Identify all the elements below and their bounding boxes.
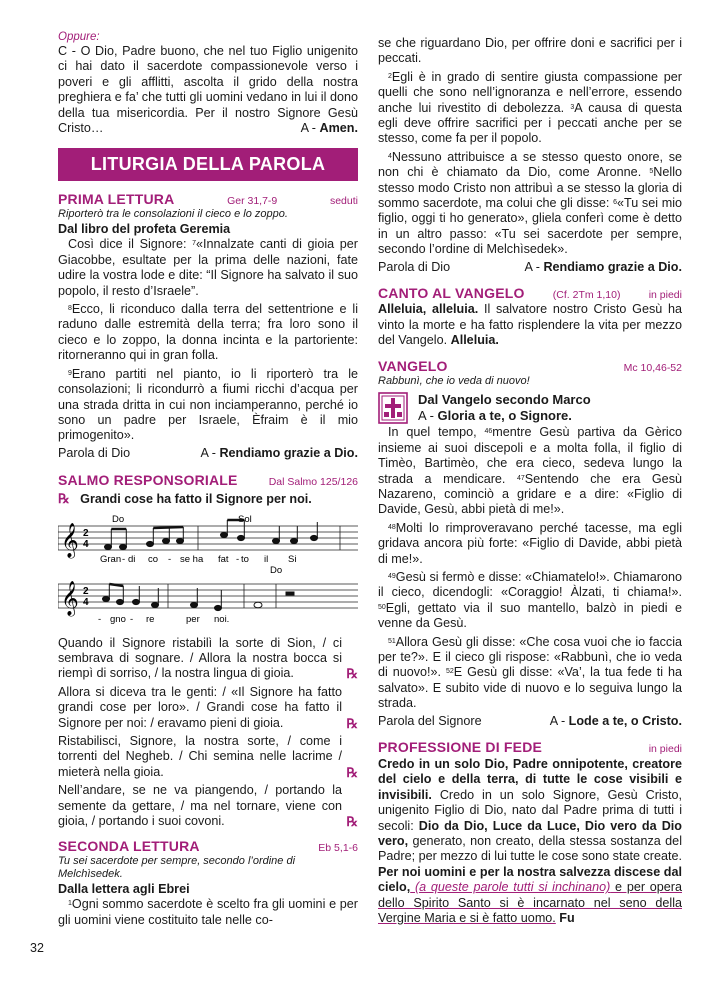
paragraph bbox=[58, 237, 358, 299]
section-title: SALMO RESPONSORIALE bbox=[58, 472, 238, 489]
lyric-syllable: co bbox=[148, 553, 159, 565]
paragraph bbox=[378, 635, 682, 712]
lyric-syllable: - bbox=[122, 553, 126, 565]
lyric-syllable: to bbox=[241, 553, 249, 565]
response-symbol: ℞ bbox=[346, 715, 358, 731]
lyric-syllable: - bbox=[168, 553, 172, 565]
left-column bbox=[58, 31, 358, 928]
close-response: Rendiamo grazie a Dio. bbox=[219, 445, 358, 460]
verse-number: 3 bbox=[570, 103, 575, 111]
lyric-syllable: - bbox=[236, 553, 240, 565]
text: Allora si diceva tra le genti: / «Il Signore ha fatto grandi cose per loro». / Grandi cose ha fatto il Signore per noi: / eravamo pieni di gioia. bbox=[58, 684, 342, 730]
close-a: A - bbox=[549, 713, 569, 728]
verse-number: 4 bbox=[388, 152, 392, 160]
response-symbol: ℞ bbox=[346, 666, 358, 682]
page-number: 32 bbox=[30, 941, 44, 955]
acclamation bbox=[378, 302, 682, 348]
reading-source: Dal libro del profeta Geremia bbox=[58, 222, 231, 237]
section-ref: (Cf. 2Tm 1,10) bbox=[552, 289, 621, 302]
paragraph bbox=[378, 70, 682, 147]
svg-text:2: 2 bbox=[83, 527, 89, 539]
text: A causa di questa egli deve offrire sacrifici per i peccati anche per se stesso, come fa per il popolo. bbox=[378, 100, 683, 146]
paragraph bbox=[378, 425, 682, 517]
close-left: Parola del Signore bbox=[378, 713, 482, 728]
right-column bbox=[378, 36, 682, 927]
section-title: VANGELO bbox=[378, 358, 448, 375]
svg-text:𝄞: 𝄞 bbox=[61, 581, 79, 615]
alleluia: Alleluia, alleluia. bbox=[378, 302, 479, 317]
section-ref: Mc 10,46-52 bbox=[623, 362, 682, 375]
close-response: Rendiamo grazie a Dio. bbox=[543, 259, 682, 274]
resp-a: A - bbox=[418, 408, 438, 424]
creed-bold: Fu bbox=[555, 911, 575, 926]
seconda-lettura-header bbox=[58, 838, 358, 854]
svg-text:2: 2 bbox=[83, 585, 89, 597]
vangelo-header bbox=[378, 358, 682, 374]
creed-text-part: Credo in un solo Signore, Gesù Cristo, unigenito Figlio di Dio, nato dal Padre prima di tutti i secoli: bbox=[378, 787, 682, 833]
refrain bbox=[58, 491, 358, 507]
svg-text:4: 4 bbox=[83, 538, 89, 550]
section-title: CANTO AL VANGELO bbox=[378, 285, 525, 302]
text: Ristabilisci, Signore, la nostra sorte, / come i torrenti del Negheb. / Chi semina nelle lacrime / mieterà nella gioia. bbox=[58, 733, 342, 779]
text: Nell’andare, se ne va piangendo, / portando la semente da gettare, / ma nel tornare, viene con gioia, / portando i suoi covoni. bbox=[58, 783, 342, 828]
close-a: A - bbox=[524, 259, 544, 274]
close-response: Lode a te, o Cristo. bbox=[568, 713, 682, 728]
lyric-syllable: per bbox=[186, 613, 200, 625]
response-symbol: ℞ bbox=[346, 764, 358, 780]
section-title: PRIMA LETTURA bbox=[58, 191, 175, 208]
response-symbol: ℞ bbox=[58, 491, 70, 507]
svg-text:4: 4 bbox=[83, 596, 89, 608]
text: Egli, gettato via il suo mantello, balzò in piedi e venne da Gesù. bbox=[378, 600, 682, 631]
text: mentre Gesù partiva da Gèrico insieme ai suoi discepoli e a molta folla, il figlio di Timèo, Bartimèo, che era cieco, sedeva lungo la strada a mendicare. bbox=[378, 425, 682, 486]
lyric-syllable: Si bbox=[288, 553, 297, 565]
verse-number: 49 bbox=[388, 572, 396, 580]
lyric-syllable: Gran bbox=[100, 553, 122, 565]
paragraph bbox=[378, 570, 682, 632]
psalm-stanza bbox=[58, 734, 358, 780]
lyric-syllable: il bbox=[264, 553, 269, 565]
text: Nessuno attribuisce a se stesso questo onore, se non chi è chiamato da Dio, come Aronne. bbox=[378, 149, 682, 180]
text: Così dice il Signore: bbox=[68, 237, 193, 252]
lyric-syllable: di bbox=[128, 553, 136, 565]
verse-number: 52 bbox=[445, 668, 454, 676]
reading-subtitle: Rabbunì, che io veda di nuovo! bbox=[378, 375, 530, 388]
verse-number: 47 bbox=[516, 474, 525, 482]
refrain-text: Grandi cose ha fatto il Signore per noi. bbox=[80, 492, 312, 507]
creed-text-part: generato, non creato, della stessa sostanza del Padre; per mezzo di lui tutte le cose sono state create. bbox=[378, 834, 682, 864]
paragraph bbox=[58, 367, 358, 444]
paragraph bbox=[58, 897, 358, 928]
section-note: in piedi bbox=[648, 289, 682, 302]
text: E Gesù gli disse: «Va’, la tua fede ti ha salvato». E subito vide di nuovo e lo seguiva lungo la strada. bbox=[378, 665, 682, 711]
response-symbol: ℞ bbox=[346, 814, 358, 829]
verse-number: 48 bbox=[388, 523, 396, 531]
collect-resp-a: A - bbox=[300, 121, 320, 136]
text: Sentendo che era Gesù Nazareno, cominciò a gridare e a dire: «Figlio di Davide, Gesù, abbi pietà di me!». bbox=[378, 471, 682, 517]
section-ref: Dal Salmo 125/126 bbox=[268, 476, 358, 489]
verse-number: 50 bbox=[378, 603, 386, 611]
text: «Innalzate canti di gioia per Giacobbe, esultate per la prima delle nazioni, fate udire la vostra lode e dite: “Il Signore ha salvato il suo popolo, il resto d’Israele”. bbox=[58, 237, 359, 298]
paragraph bbox=[58, 302, 358, 364]
reading-close bbox=[378, 714, 682, 729]
creed-bold: Per noi uomini e per la nostra salvezza discese dal cielo, bbox=[378, 864, 682, 895]
chord-label: Sol bbox=[238, 513, 252, 525]
lyric-syllable: - bbox=[130, 613, 134, 625]
reading-source: Dalla lettera agli Ebrei bbox=[58, 882, 190, 897]
psalm-stanza bbox=[58, 783, 358, 829]
text: Ecco, li riconduco dalla terra del settentrione e li raduno dalle estremità della terra; fra loro sono il cieco e lo zoppo, la donna incinta e la partoriente: ritorneranno qui in gran folla. bbox=[58, 302, 358, 363]
text: Il salvatore nostro Cristo Gesù ha vinto la morte e ha fatto risplendere la vita per mezzo del Vangelo. bbox=[378, 302, 683, 347]
collect-prayer bbox=[58, 44, 358, 136]
verse-number: 2 bbox=[388, 72, 392, 80]
chord-label: Do bbox=[112, 513, 125, 525]
oppure-label: Oppure: bbox=[58, 31, 100, 43]
reading-close bbox=[378, 260, 682, 275]
verse-number: 7 bbox=[192, 240, 197, 248]
verse-number: 9 bbox=[68, 369, 72, 377]
verse-number: 51 bbox=[388, 637, 396, 645]
lyric-syllable: - bbox=[98, 613, 102, 625]
creed-text bbox=[378, 757, 682, 926]
credo-header bbox=[378, 739, 682, 755]
lyric-syllable: fat bbox=[218, 553, 229, 565]
canto-header bbox=[378, 285, 682, 301]
verse-number: 8 bbox=[68, 305, 72, 313]
close-a: A - bbox=[200, 445, 220, 460]
creed-bold: Dio da Dio, Luce da Luce, Dio vero da Dio vero, bbox=[378, 818, 682, 849]
text: «Tu sei mio figlio, oggi ti ho generato», gliela conferì come è detto in un altro passo: «Tu sei sacerdote per sempre, secondo l’ordine di Melchìsedek». bbox=[378, 196, 682, 257]
verse-number: 6 bbox=[613, 199, 617, 207]
salmo-header bbox=[58, 472, 358, 488]
reading-close bbox=[58, 446, 358, 461]
paragraph: se che riguardano Dio, per offrire doni e sacrifici per i peccati. bbox=[378, 36, 682, 66]
verse-number: 46 bbox=[484, 428, 493, 436]
text: Ogni sommo sacerdote è scelto fra gli uomini e per gli uomini viene costituito tale nelle co- bbox=[58, 897, 358, 927]
psalm-stanza bbox=[58, 636, 358, 682]
gospel-response bbox=[418, 408, 591, 424]
text: Molti lo rimproveravano perché tacesse, ma egli gridava ancora più forte: «Figlio di Davide, abbi pietà di me!». bbox=[378, 520, 682, 566]
paragraph bbox=[378, 150, 682, 258]
book-cross-icon bbox=[378, 392, 408, 424]
gospel-intro bbox=[378, 392, 682, 424]
section-title: SECONDA LETTURA bbox=[58, 838, 200, 855]
liturgy-banner: LITURGIA DELLA PAROLA bbox=[58, 148, 358, 181]
reading-subtitle: Tu sei sacerdote per sempre, secondo l’ordine di Melchìsedek. bbox=[58, 855, 296, 881]
text: Egli è in grado di sentire giusta compassione per quelli che sono nell’ignoranza e nell’errore, essendo anche lui rivestito di debolezza. bbox=[378, 69, 682, 115]
chord-label: Do bbox=[270, 564, 283, 576]
section-note: in piedi bbox=[648, 743, 682, 756]
creed-text-part: e per opera dello Spirito Santo si è incarnato nel seno della Vergine Maria e si è fatto uomo. bbox=[378, 880, 682, 926]
creed-bold: Credo in un solo Dio, Padre onnipotente, creatore del cielo e della terra, di tutte le cose visibili e invisibili. bbox=[378, 757, 682, 802]
text: Allora Gesù gli disse: «Che cosa vuoi che io faccia per te?». E il cieco gli rispose: «Rabbunì, che io veda di nuovo!». bbox=[378, 634, 682, 680]
text: Nello stesso modo Cristo non attribuì a se stesso la gloria di sommo sacerdote, ma colui che gli disse: bbox=[378, 165, 682, 211]
lyric-syllable: se ha bbox=[180, 553, 204, 565]
text: In quel tempo, bbox=[388, 425, 485, 440]
section-ref: Eb 5,1-6 bbox=[318, 842, 358, 855]
paragraph bbox=[378, 521, 682, 567]
section-ref: Ger 31,7-9 bbox=[227, 195, 278, 208]
text: Quando il Signore ristabilì la sorte di Sion, / ci sembrava di sognare. / Allora la nostra bocca si riempì di sorriso, / la nostra lingua di gioia. bbox=[58, 635, 342, 681]
close-left: Parola di Dio bbox=[58, 445, 131, 460]
svg-text:𝄞: 𝄞 bbox=[61, 523, 79, 557]
rubric: (a queste parole tutti si inchinano) bbox=[410, 880, 611, 895]
collect-response: Amen. bbox=[319, 121, 358, 136]
lyric-syllable: gno bbox=[110, 613, 126, 625]
response-text: Gloria a te, o Signore. bbox=[437, 408, 572, 424]
text: Gesù si fermò e disse: «Chiamatelo!». Chiamarono il cieco, dicendogli: «Coraggio! Àlzati, ti chiama!». bbox=[378, 569, 682, 600]
reading-source: Dal Vangelo secondo Marco bbox=[418, 392, 591, 408]
prima-lettura-header bbox=[58, 191, 358, 207]
psalm-stanza bbox=[58, 685, 358, 731]
collect-text: C - O Dio, Padre buono, che nel tuo Figlio unigenito ci hai dato il sacerdote compassionevole verso i poveri e gli afflitti, ascolta il grido della nostra preghiera e fa’ che tutti gli uomini vedano in lui il dono della tua misericordia. Per il nostro Signore Gesù Cristo… bbox=[58, 44, 358, 136]
text: Erano partiti nel pianto, io li riporterò tra le consolazioni; li ricondurrò a fiumi ricchi d’acqua per una strada dritta in cui non inciamperanno, perché io sono un padre per Israele, Èfraim è il mio primogenito». bbox=[58, 366, 358, 443]
reading-subtitle: Riporterò tra le consolazioni il cieco e lo zoppo. bbox=[58, 208, 288, 221]
music-staff bbox=[58, 512, 358, 630]
close-left: Parola di Dio bbox=[378, 259, 451, 274]
section-title: PROFESSIONE DI FEDE bbox=[378, 739, 543, 756]
lyric-syllable: re bbox=[146, 613, 155, 625]
verse-number: 1 bbox=[68, 900, 72, 908]
section-note: seduti bbox=[329, 195, 358, 208]
verse-number: 5 bbox=[649, 168, 654, 176]
alleluia-end: Alleluia. bbox=[450, 332, 499, 347]
lyric-syllable: noi. bbox=[214, 613, 230, 625]
